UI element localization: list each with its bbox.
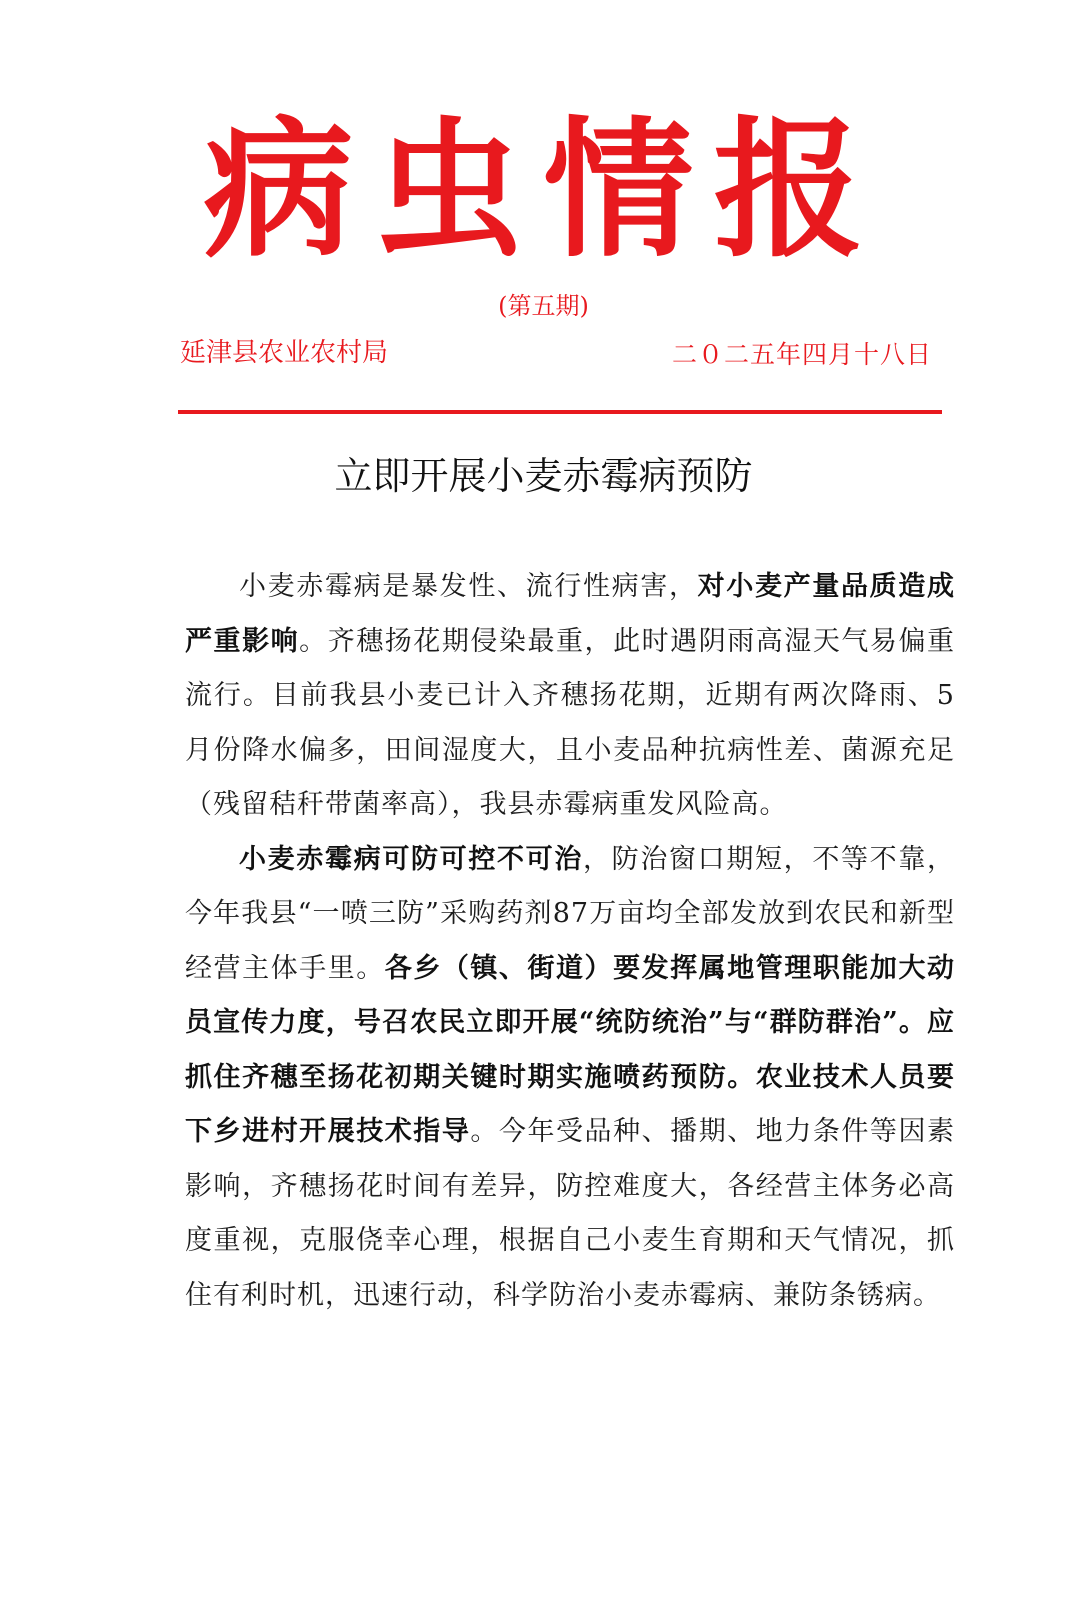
paragraph-1-text-cont: 。齐穗扬花期侵染最重，此时遇阴雨高湿天气易偏重流行。目前我县小麦已计入齐穗扬花期，近期有两次降雨、5 月份降水偏多，田间湿度大，且小麦品种抗病性差、菌源充足（残留秸秆带菌率高），我县赤霉病重发风险高。	[185, 625, 956, 820]
article-headline: 立即开展小麦赤霉病预防	[334, 454, 753, 498]
article-body	[185, 560, 955, 1323]
paragraph-2-emphasis: 小麦赤霉病可防可控不可治	[239, 843, 583, 875]
paragraph-1	[185, 560, 955, 833]
publish-date: 二０二五年四月十八日	[671, 340, 932, 369]
paragraph-2-text: ，防治窗口期短，不等不靠，今年我县“一喷三防”采购药剂87万亩均全部发放到农民和新型经营主体手里。	[185, 843, 955, 984]
paragraph-1-emphasis: 对小麦产量品质造成严重影响	[185, 571, 956, 657]
paragraph-2-text-cont: 。今年受品种、播期、地力条件等因素影响，齐穗扬花时间有差异，防控难度大，各经营主体务必高度重视，克服侥幸心理，根据自己小麦生育期和天气情况，抓住有利时机，迅速行动，科学防治小麦赤霉病、兼防条锈病。	[185, 1116, 956, 1311]
paragraph-2	[185, 833, 955, 1324]
paragraph-1-text: 小麦赤霉病是暴发性、流行性病害，	[239, 571, 698, 602]
header-divider	[178, 410, 942, 414]
issue-number: (第五期)	[498, 292, 589, 320]
paragraph-2-emphasis-2: 各乡（镇、街道）要发挥属地管理职能加大动员宣传力度，号召农民立即开展“统防统治”与“群防群治”。应抓住齐穗至扬花初期关键时期实施喷药预防。农业技术人员要下乡进村开展技术指导	[185, 952, 956, 1147]
masthead-title: 病虫情报	[203, 102, 884, 278]
publisher-name: 延津县农业农村局	[180, 338, 389, 368]
